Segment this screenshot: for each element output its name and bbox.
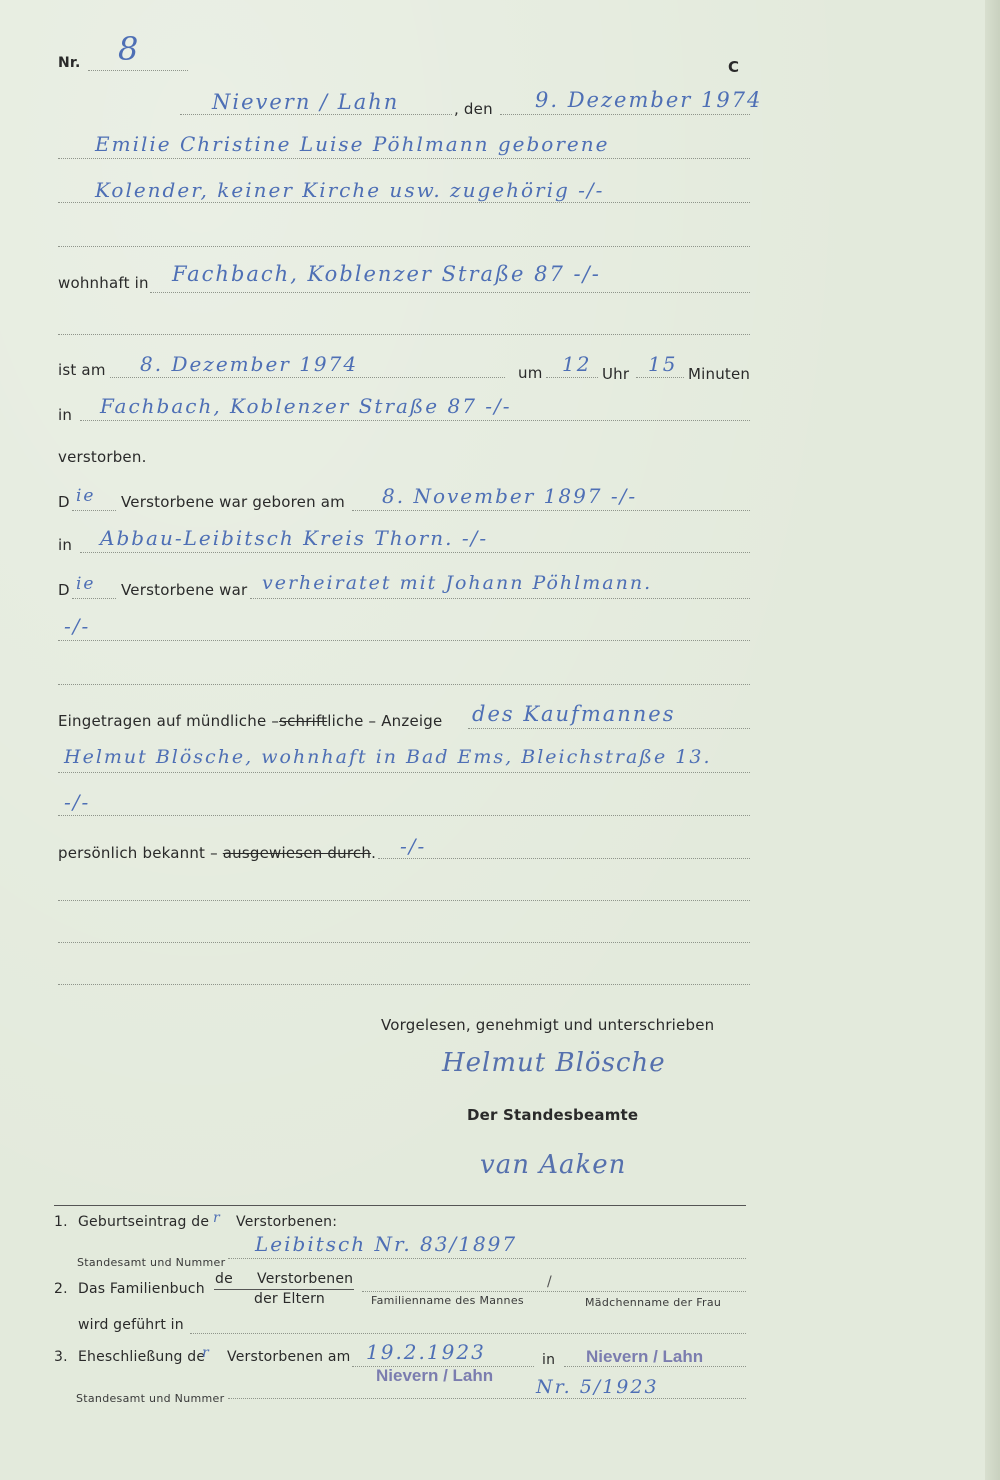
identity-rule [378,858,750,859]
item3-number: 3. [54,1349,68,1365]
birth-label: Verstorbene war geboren am [121,493,345,511]
birth-date: 8. November 1897 -/- [382,484,638,508]
item2-sub-wife: Mädchenname der Frau [585,1296,722,1309]
marital-d-prefix: D [58,581,70,599]
deceased-line-1-rule [58,158,750,159]
hour-rule [546,377,598,378]
death-hour: 12 [562,352,592,376]
death-date: 8. Dezember 1974 [140,352,359,376]
registry-date: 9. Dezember 1974 [535,88,763,112]
death-place-label: in [58,406,73,424]
item3-sub: Standesamt und Nummer [76,1392,225,1405]
item2-divider [214,1289,354,1290]
nr-value: 8 [118,30,141,68]
death-minute: 15 [648,352,678,376]
blank-rule-4 [58,942,750,943]
birth-d-rule [72,510,116,511]
official-signature: van Aaken [480,1150,627,1180]
item1-value: Leibitsch Nr. 83/1897 [255,1232,518,1256]
identity-strike: ausgewiesen durch [222,844,372,862]
page-edge [985,0,1000,1480]
item1-label: Geburtseintrag de [78,1214,210,1230]
uhr-label: Uhr [602,365,630,383]
item1-hand: r [213,1210,222,1226]
um-label: um [518,364,543,382]
residence-value: Fachbach, Koblenzer Straße 87 -/- [172,262,601,286]
death-place: Fachbach, Koblenzer Straße 87 -/- [100,394,512,418]
identity-label [58,844,376,862]
blank-rule [58,246,750,247]
death-place-rule [80,420,750,421]
report-label-a: Eingetragen auf mündliche – [58,712,280,730]
item3-date: 19.2.1923 [366,1340,486,1364]
report-label [58,712,442,730]
item2-rule [362,1291,746,1292]
death-date-label: ist am [58,361,106,379]
item1-sub: Standesamt und Nummer [77,1256,226,1269]
report-rule-3 [58,815,750,816]
item1-number: 1. [54,1214,68,1230]
deceased-line-2-rule [58,202,750,203]
date-line [500,114,750,115]
item3-stamp-place: Nievern / Lahn [586,1347,704,1366]
blank-rule-3 [58,900,750,901]
item3-place-rule [564,1366,746,1367]
birth-place-label: in [58,536,73,554]
registry-place: Nievern / Lahn [212,90,400,114]
item3-hand: r [202,1345,211,1361]
report-label-strike: schrift [279,712,328,730]
item3-in: in [542,1352,556,1368]
item2-wird-rule [190,1333,746,1334]
form-letter: C [728,58,740,76]
report-rule-1 [468,728,750,729]
marital-rule-2 [58,640,750,641]
marital-rule [250,598,750,599]
place-line [180,114,452,115]
item2-sub-husband: Familienname des Mannes [371,1294,524,1307]
item2-slash: / [547,1274,552,1290]
blank-rule-2 [58,684,750,685]
birth-place: Abbau-Leibitsch Kreis Thorn. -/- [100,526,489,550]
birth-date-rule [352,510,750,511]
marital-d-rule [72,598,116,599]
closing-text: Vorgelesen, genehmigt und unterschrieben [381,1016,715,1034]
item3-stamp-office: Nievern / Lahn [376,1366,494,1385]
item2-option-deceased: Verstorbenen [257,1271,354,1287]
blank-rule-5 [58,984,750,985]
marital-label: Verstorbene war [121,581,248,599]
official-title: Der Standesbeamte [467,1106,639,1124]
item2-option-parents: der Eltern [254,1291,325,1307]
verstorben-label: verstorben. [58,448,147,466]
item3-label: Eheschließung de [78,1349,206,1365]
identity-label-text: persönlich bekannt – [58,844,218,862]
item3-rule [228,1398,746,1399]
marital-d-hand: ie [76,574,96,594]
residence-label: wohnhaft in [58,274,149,292]
marital-line-2: -/- [64,614,91,638]
birth-d-prefix: D [58,493,70,511]
item1-label-2: Verstorbenen: [236,1214,338,1230]
item2-de: de [215,1271,233,1287]
item3-nr: Nr. 5/1923 [536,1376,659,1398]
birth-d-hand: ie [76,486,96,506]
report-label-b: liche – Anzeige [327,712,443,730]
item2-label: Das Familienbuch [78,1281,205,1297]
item2-number: 2. [54,1281,68,1297]
minute-rule [636,377,684,378]
item3-label-2: Verstorbenen am [227,1349,351,1365]
identity-value: -/- [400,834,427,858]
den-label: , den [454,100,493,118]
item2-wird: wird geführt in [78,1317,184,1333]
nr-line [88,70,188,71]
identity-dot: . [371,844,377,862]
report-rule-2 [58,772,750,773]
report-value-3: -/- [64,790,91,814]
residence-rule-2 [58,334,750,335]
death-date-rule [110,377,505,378]
report-value-2: Helmut Blösche, wohnhaft in Bad Ems, Bleichstraße 13. [64,746,712,768]
residence-rule [150,292,750,293]
report-value-1: des Kaufmannes [472,702,676,726]
nr-label: Nr. [58,55,81,71]
footer-separator [54,1205,746,1206]
marital-value: verheiratet mit Johann Pöhlmann. [262,572,653,594]
deceased-line-2: Kolender, keiner Kirche usw. zugehörig -/- [95,178,605,202]
deceased-line-1: Emilie Christine Luise Pöhlmann geborene [95,132,610,156]
birth-place-rule [80,552,750,553]
minuten-label: Minuten [688,365,751,383]
informant-signature: Helmut Blösche [442,1048,666,1078]
item1-rule [228,1258,746,1259]
